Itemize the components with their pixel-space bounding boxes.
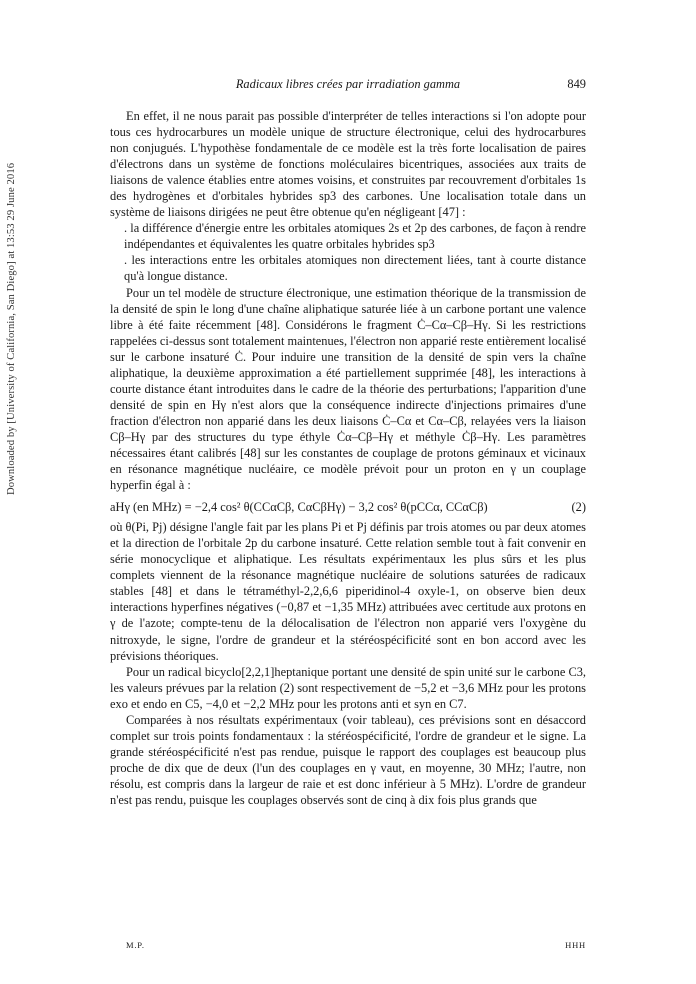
paragraph: Pour un radical bicyclo[2,2,1]heptanique portant une densité de spin unité sur le carbone C3, les valeurs prévues par la relation (2) sont respectivement de −5,2 et −3,6 MHz pour les protons exo et endo en C5, −4,0 et −2,2 MHz pour les protons anti et syn en C7. [110, 664, 586, 711]
download-note-text: Downloaded by [University of California, San Diego] at 13:53 29 June 2016 [6, 162, 17, 495]
equation-number: (2) [571, 500, 586, 515]
equation-text: aHγ (en MHz) = −2,4 cos² θ(CCαCβ, CαCβHγ) − 3,2 cos² θ(pCCα, CCαCβ) [110, 500, 488, 515]
running-header [110, 77, 586, 95]
bullet-item [110, 252, 586, 284]
paragraph: où θ(Pi, Pj) désigne l'angle fait par les plans Pi et Pj définis par trois atomes ou par deux atomes et la direction de l'orbitale 2p du carbone insaturé. Cette relation semble tout à fait convenir en série monocyclique et aliphatique. Les résultats expérimentaux les plus sûrs et les plus complets viennent de la résonance magnétique nucléaire de solutions saturées de radicaux stables [48] et dans le tétraméthyl-2,2,6,6 piperidinol-4 oxyle-1, on observe bien deux interactions hyperfines négatives (−0,87 et −1,35 MHz) attribuées avec certitude aux protons en γ de l'azote; compte-tenu de la délocalisation de l'électron non apparié vers l'oxygène du nitroxyde, le signe, l'ordre de grandeur et la stéréospécificité sont en bon accord avec les prévisions théoriques. [110, 520, 586, 663]
page-number: 849 [567, 77, 586, 91]
running-title: Radicaux libres crées par irradiation gamma [235, 77, 461, 91]
bullet-text: . les interactions entre les orbitales atomiques non directement liées, tant à courte distance qu'à longue distance. [124, 253, 586, 284]
footer-left: M.P. [126, 940, 145, 950]
article-body [110, 108, 586, 808]
bullet-text: . la différence d'énergie entre les orbitales atomiques 2s et 2p des carbones, de façon à rendre indépendantes et équivalentes les quatre orbitales hybrides sp3 [124, 221, 586, 252]
equation-2 [110, 499, 586, 515]
bullet-item [110, 220, 586, 252]
paragraph: En effet, il ne nous parait pas possible d'interpréter de telles interactions si l'on adopte pour tous ces hydrocarbures un modèle unique de structure électronique, celui des hydrocarbures non conjugués. L'hypothèse fondamentale de ce modèle est la très forte localisation de paires d'électrons dans un système de fonctions moléculaires bicentriques, associées aux traits de liaisons de valence établies entre atomes voisins, et construites par recouvrement d'orbitales 1s des hydrogènes et d'orbitales hybrides sp3 des carbones. Une localisation totale dans un système de liaisons dirigées ne peut être obtenue qu'en négligeant [47] : [110, 109, 586, 220]
footer-right: HHH [565, 940, 586, 950]
paragraph: Pour un tel modèle de structure électronique, une estimation théorique de la transmission de la densité de spin le long d'une chaîne aliphatique saturée liée à un carbone portant une valence libre à été faite récemment [48]. Considérons le fragment Ċ–Cα–Cβ–Hγ. Si les restrictions rappelées ci-dessus sont totalement maintenues, l'électron non apparié reste entièrement localisé sur le carbone insaturé Ċ. Pour induire une transition de la densité de spin vers la chaîne aliphatique, la deuxième approximation a été partiellement supprimée [48], les interactions à courte distance étant introduites dans le cadre de la théorie des perturbations; l'apparition d'une densité de spin en Hγ n'est alors que la conséquence indirecte d'injections primaires d'une fraction d'électron non apparié dans les deux liaisons Ċ–Cα et Cα–Cβ, relayées vers la liaison Cβ–Hγ par des structures du type éthyle Ċα–Cβ–Hγ et méthyle Ċβ–Hγ. Les paramètres nécessaires étant calibrés [48] sur les constantes de couplage de protons géminaux et vicinaux en résonance magnétique nucléaire, ce modèle prévoit pour un proton en γ un couplage hyperfin égal à : [110, 285, 586, 493]
paragraph: Comparées à nos résultats expérimentaux (voir tableau), ces prévisions sont en désaccord complet sur trois points fondamentaux : la stéréospécificité, l'ordre de grandeur et le signe. La grande stéréospécificité n'est pas rendue, puisque le rapport des couplages est beaucoup plus proche de dix que de deux (l'un des couplages en γ vaut, en moyenne, 30 MHz; l'autre, non résolu, est compris dans la largeur de raie et est donc inférieur à 5 MHz). L'ordre de grandeur n'est pas rendu, puisque les couplages observés sont de cinq à dix fois plus grands que [110, 712, 586, 807]
